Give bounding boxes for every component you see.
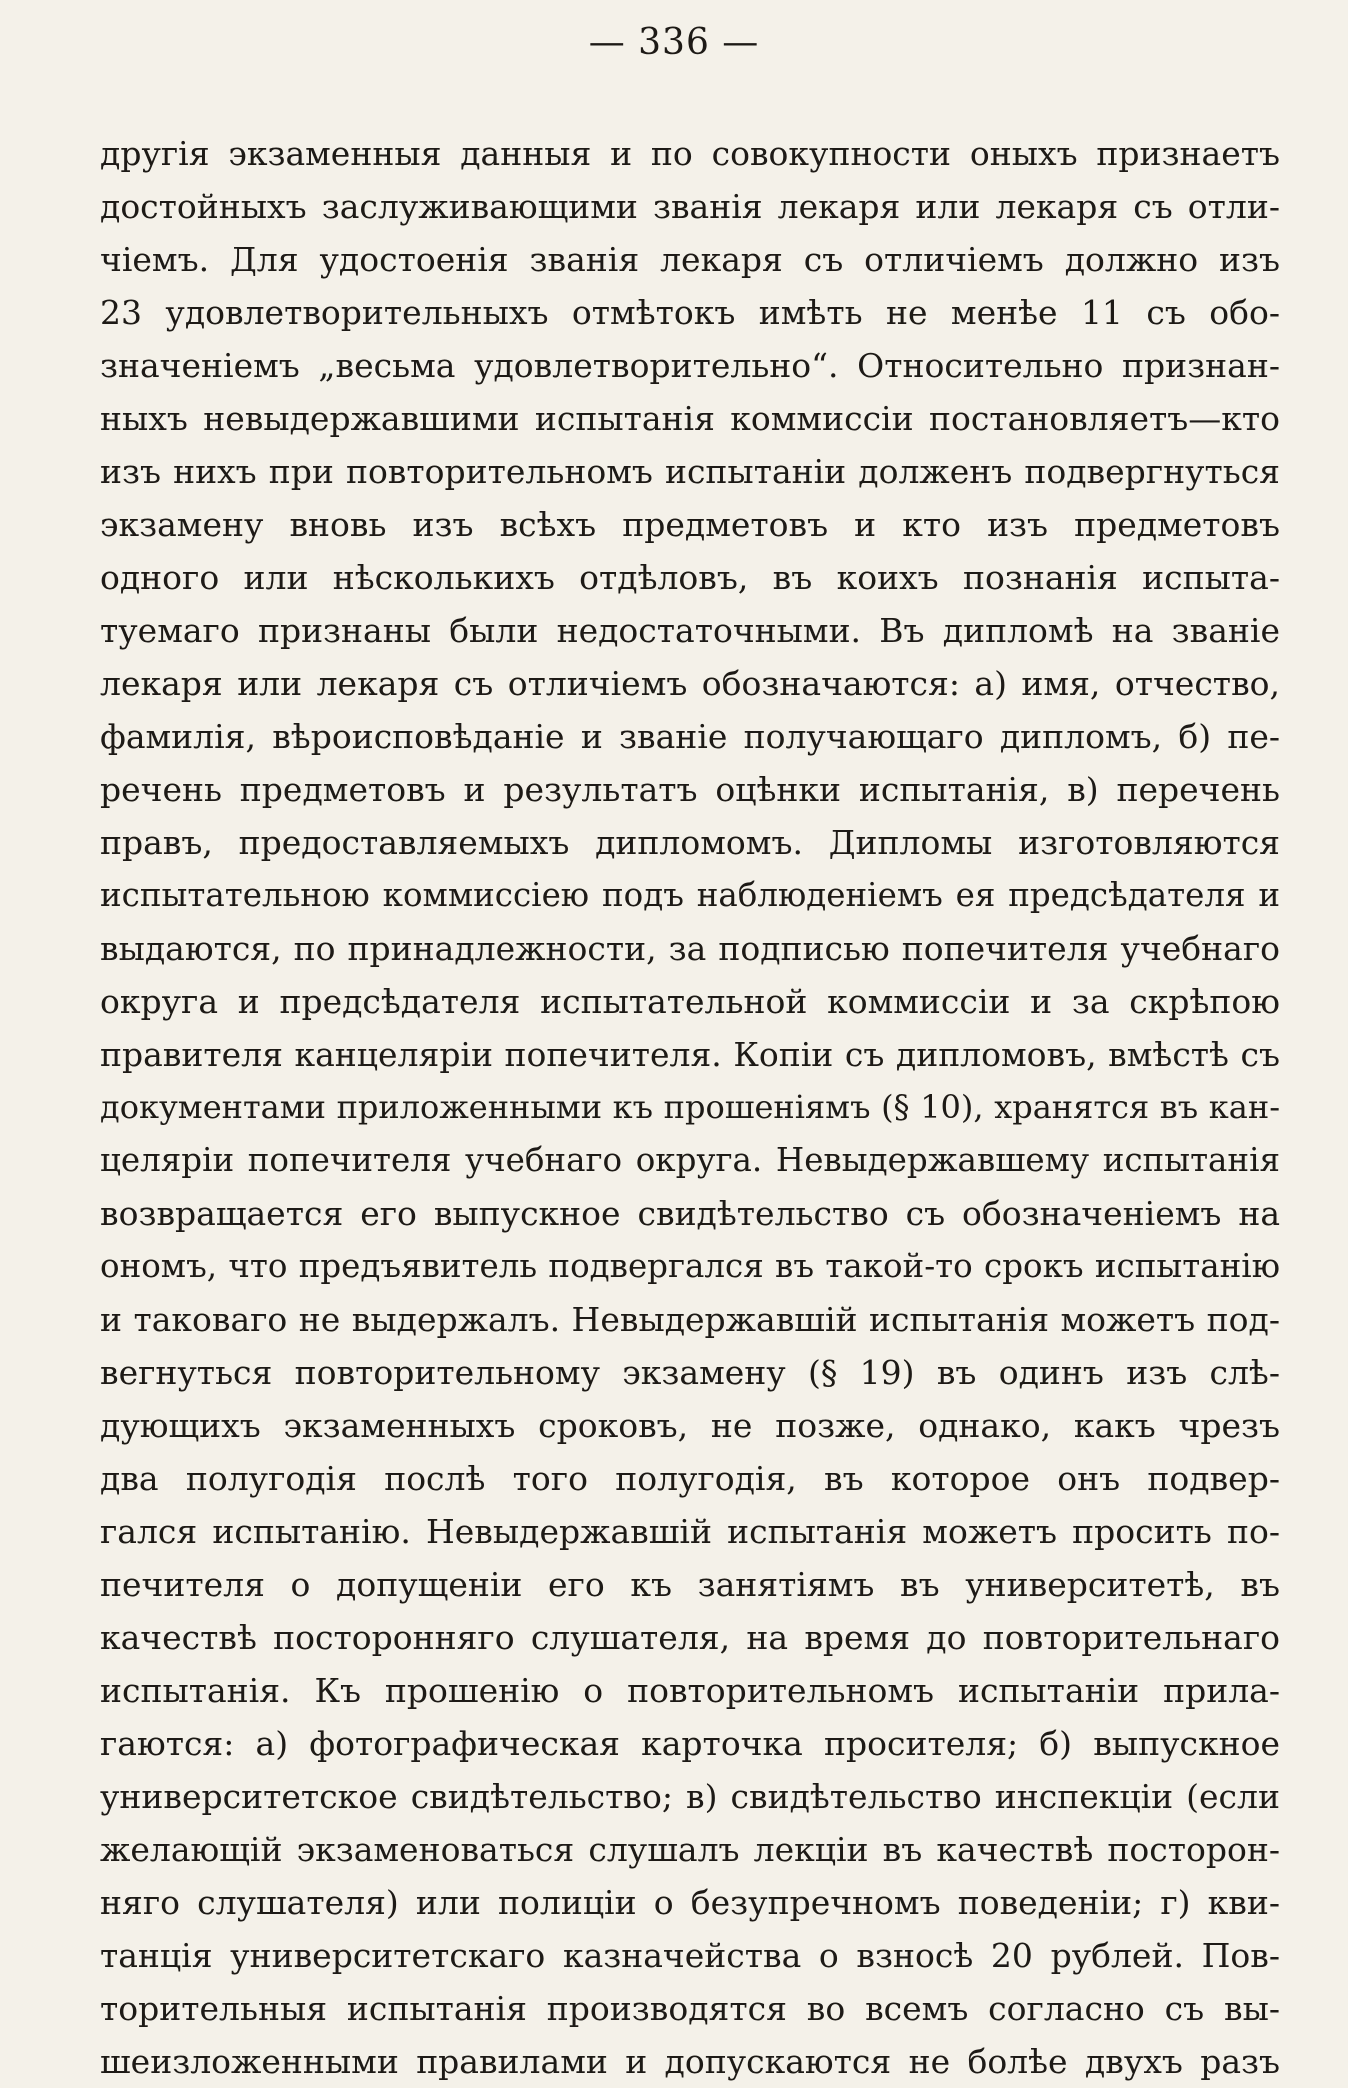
text-line: университетское свидѣтельство; в) свидѣтельство инспекціи (если bbox=[100, 1777, 1280, 1816]
text-line: ономъ, что предъявитель подвергался въ такой-то срокъ испытанію bbox=[100, 1247, 1280, 1285]
text-line: 23 удовлетворительныхъ отмѣтокъ имѣть не менѣе 11 съ обо- bbox=[100, 293, 1280, 332]
text-line: танція университетскаго казначейства о взносѣ 20 рублей. Пов- bbox=[100, 1936, 1280, 1975]
text-line: лекаря или лекаря съ отличіемъ обозначаются: а) имя, отчество, bbox=[100, 664, 1280, 703]
text-line: речень предметовъ и результатъ оцѣнки испытанія, в) перечень bbox=[100, 770, 1280, 809]
text-line: фамилія, вѣроисповѣданіе и званіе получающаго дипломъ, б) пе- bbox=[100, 717, 1280, 756]
text-line: ныхъ невыдержавшими испытанія коммиссіи постановляетъ—кто bbox=[100, 399, 1280, 438]
text-line: изъ нихъ при повторительномъ испытаніи долженъ подвергнуться bbox=[100, 452, 1280, 491]
text-line: дующихъ экзаменныхъ сроковъ, не позже, однако, какъ чрезъ bbox=[100, 1406, 1280, 1445]
text-line: торительныя испытанія производятся во всемъ согласно съ вы- bbox=[100, 1989, 1280, 2028]
text-line: выдаются, по принадлежности, за подписью попечителя учебнаго bbox=[100, 929, 1280, 968]
text-line: желающій экзаменоваться слушалъ лекціи въ качествѣ посторон- bbox=[100, 1830, 1280, 1869]
text-line: туемаго признаны были недостаточными. Въ дипломѣ на званіе bbox=[100, 611, 1280, 650]
text-line: документами приложенными къ прошеніямъ (§ 10), хранятся въ кан- bbox=[100, 1088, 1280, 1126]
text-line: вегнуться повторительному экзамену (§ 19) въ одинъ изъ слѣ- bbox=[100, 1353, 1280, 1392]
text-line: шеизложенными правилами и допускаются не болѣе двухъ разъ bbox=[100, 2042, 1280, 2081]
text-line: другія экзаменныя данныя и по совокупности оныхъ признаетъ bbox=[100, 134, 1280, 173]
text-line: округа и предсѣдателя испытательной коммиссіи и за скрѣпою bbox=[100, 982, 1280, 1021]
text-line: испытанія. Къ прошенію о повторительномъ испытаніи прила- bbox=[100, 1671, 1280, 1710]
text-line: достойныхъ заслуживающими званія лекаря или лекаря съ отли- bbox=[100, 187, 1280, 226]
text-line: два полугодія послѣ того полугодія, въ которое онъ подвер- bbox=[100, 1459, 1280, 1498]
text-line: чіемъ. Для удостоенія званія лекаря съ отличіемъ должно изъ bbox=[100, 240, 1280, 279]
text-line: целяріи попечителя учебнаго округа. Невыдержавшему испытанія bbox=[100, 1141, 1280, 1179]
text-line: печителя о допущеніи его къ занятіямъ въ университетѣ, въ bbox=[100, 1565, 1280, 1604]
text-line: экзамену вновь изъ всѣхъ предметовъ и кто изъ предметовъ bbox=[100, 505, 1280, 544]
text-line: няго слушателя) или полиціи о безупречномъ поведеніи; г) кви- bbox=[100, 1883, 1280, 1922]
text-line: возвращается его выпускное свидѣтельство съ обозначеніемъ на bbox=[100, 1194, 1280, 1233]
text-line: правъ, предоставляемыхъ дипломомъ. Дипломы изготовляются bbox=[100, 823, 1280, 862]
text-line: испытательною коммиссіею подъ наблюденіемъ ея предсѣдателя и bbox=[100, 876, 1280, 914]
text-line: и таковаго не выдержалъ. Невыдержавшій испытанія можетъ под- bbox=[100, 1300, 1280, 1339]
text-line: одного или нѣсколькихъ отдѣловъ, въ коихъ познанія испыта- bbox=[100, 558, 1280, 597]
body-text bbox=[100, 127, 1280, 2088]
text-line: гался испытанію. Невыдержавшій испытанія можетъ просить по- bbox=[100, 1512, 1280, 1551]
text-line: гаются: а) фотографическая карточка просителя; б) выпускное bbox=[100, 1724, 1280, 1763]
page-number: — 336 — bbox=[588, 22, 760, 63]
text-line: качествѣ посторонняго слушателя, на время до повторительнаго bbox=[100, 1618, 1280, 1657]
text-line: правителя канцеляріи попечителя. Копіи съ дипломовъ, вмѣстѣ съ bbox=[100, 1035, 1280, 1074]
text-line: значеніемъ „весьма удовлетворительно“. Относительно признан- bbox=[100, 346, 1280, 385]
